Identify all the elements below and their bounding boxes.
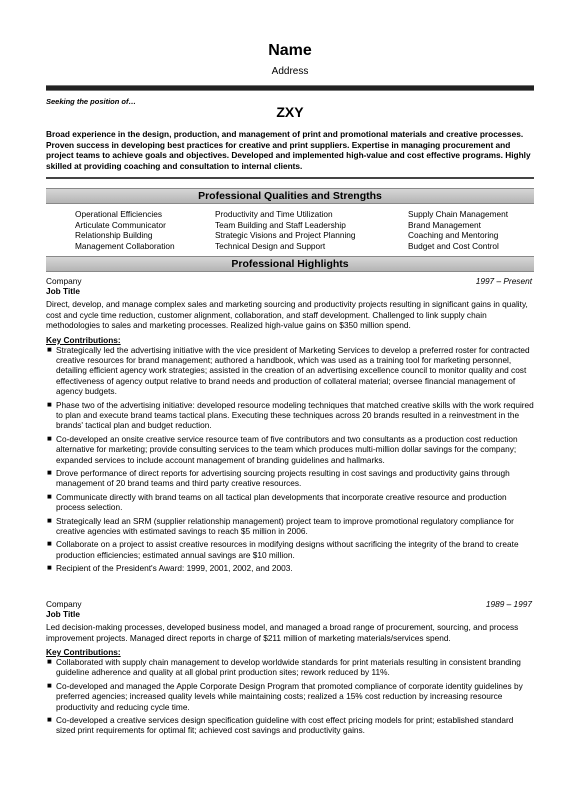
list-item — [46, 657, 534, 678]
job-description: Led decision-making processes, developed business model, and managed a broad range of procurement, sourcing, and process improvement projects. Managed direct reports in charge of $211 million of marketing materials/services spend. — [46, 622, 519, 643]
bullet-icon: ■ — [47, 680, 52, 690]
list-item — [46, 681, 534, 712]
highlights-heading: Professional Highlights — [46, 256, 534, 272]
job-company: Company — [46, 599, 82, 609]
candidate-address: Address — [271, 66, 309, 77]
bullet-icon: ■ — [47, 491, 52, 501]
header-divider — [46, 85, 534, 91]
qualities-heading: Professional Qualities and Strengths — [46, 188, 534, 204]
bullet-icon: ■ — [47, 467, 52, 477]
job-dates: 1997 – Present — [475, 276, 532, 286]
job-entry — [46, 599, 534, 739]
job-title: Job Title — [46, 286, 80, 296]
job-description: Direct, develop, and manage complex sales and marketing sourcing and productivity projects resulting in significant gains in quality, cost and cycle time reduction, customer alignment, collaboration, and staff development. Challenged to link supply chain methodologies to sales and marketing processes. Realized high-value gains on $350 million spend. — [46, 299, 528, 330]
list-item — [46, 400, 534, 431]
contributions-list — [46, 657, 534, 736]
bullet-icon: ■ — [47, 715, 52, 725]
list-item — [46, 345, 534, 397]
job-company: Company — [46, 276, 82, 286]
list-item — [46, 516, 534, 537]
contribution-text: Drove performance of direct reports for advertising sourcing projects resulting in cost savings and productivity gains through management of 20 brand teams and third party creative resources. — [56, 467, 510, 489]
bullet-icon: ■ — [47, 657, 52, 666]
quality-item: Productivity and Time Utilization — [215, 209, 333, 219]
quality-item: Team Building and Staff Leadership — [215, 219, 346, 230]
key-contributions-label: Key Contributions: — [46, 334, 121, 345]
contributions-list — [46, 345, 534, 574]
contribution-text: Co-developed a creative services design specification guideline with cost effect pricing models for print; established standard sized print requirements for optimal fit; achieved cost savings and productivity gains. — [56, 715, 514, 736]
summary-divider — [46, 177, 534, 179]
list-item — [46, 492, 534, 513]
quality-item: Strategic Visions and Project Planning — [215, 230, 356, 240]
contribution-text: Phase two of the advertising initiative: developed resource modeling techniques that matched creative skills with the work required to plan and execute brand teams tactical plans. Executing these techniques across 20 brands resulted in a reinvestment in the brands' tactical plan and budget reduction. — [56, 399, 534, 431]
bullet-icon: ■ — [47, 563, 52, 573]
quality-item: Technical Design and Support — [215, 240, 326, 251]
quality-item: Budget and Cost Control — [408, 240, 499, 251]
quality-item: Management Collaboration — [75, 240, 175, 251]
job-entry — [46, 276, 534, 577]
profile-summary: Broad experience in the design, production, and management of print and promotional materials and creative processes. Proven success in developing best practices for creative and print suppliers. Expertise in managing procurement and project teams to achieve goals and objectives. Developed and implemented high-value and cost effective programs. Highly skilled at providing coaching and consultation to internal clients. — [46, 129, 531, 172]
contribution-text: Communicate directly with brand teams on all tactical plan developments that incorporate creative resource and production process selection. — [56, 491, 507, 513]
list-item — [46, 715, 534, 736]
job-title: Job Title — [46, 609, 80, 619]
contribution-text: Co-developed an onsite creative service resource team of five contributors and two consultants as a production cost reduction alternative for marketing; provide consulting services to the team which produces multi-million dollar savings for the company; expanded services to include account management of branding guidelines and hallmarks. — [56, 433, 518, 465]
bullet-icon: ■ — [47, 433, 52, 443]
list-item — [46, 434, 534, 465]
quality-item: Articulate Communicator — [75, 219, 166, 230]
contribution-text: Co-developed and managed the Apple Corporate Design Program that promoted compliance of corporate identity guidelines by preferred agencies; increased quality levels while maintaining costs; realized a 15% cost reduction by increasing resource productivity and reducing cycle time. — [56, 680, 523, 712]
list-item — [46, 468, 534, 489]
contribution-text: Strategically lead an SRM (supplier relationship management) project team to improve promotional regulatory compliance for creative agencies with estimated savings to reach $5 million in 2006. — [56, 515, 514, 536]
quality-item: Relationship Building — [75, 230, 153, 240]
quality-item: Supply Chain Management — [408, 209, 509, 219]
seeking-label: Seeking the position of… — [46, 97, 137, 106]
qualities-list — [75, 209, 545, 251]
contribution-text: Collaborated with supply chain management to develop worldwide standards for print materials resulting in consistent branding guideline adherence and quality at all global print production sites; rework reduced by 11%. — [56, 657, 521, 678]
bullet-icon: ■ — [47, 515, 52, 525]
contribution-text: Collaborate on a project to assist creative resources in modifying designs without sacrificing the integrity of the brand to create production efficiencies; estimated annual savings are $10 million. — [56, 539, 519, 560]
candidate-name: Name — [268, 42, 312, 59]
list-item — [46, 539, 534, 560]
bullet-icon: ■ — [47, 539, 52, 549]
bullet-icon: ■ — [47, 344, 52, 354]
bullet-icon: ■ — [47, 399, 52, 409]
quality-item: Coaching and Mentoring — [408, 230, 499, 240]
quality-item: Brand Management — [408, 219, 481, 230]
contribution-text: Strategically led the advertising initiative with the vice president of Marketing Services to develop a preferred roster for contracted creative resources for brand management; authored a handbook, which was used as a training tool for marketing personnel, detailing efficient agency work strategies; assisted in the creation of an advertising excellence council to monitor quality and cost effectiveness of agency output relative to brand needs and production of collateral material; oversee financial management of agency budgets. — [56, 344, 530, 397]
target-position: ZXY — [276, 104, 304, 120]
job-dates: 1989 – 1997 — [485, 599, 532, 609]
key-contributions-label: Key Contributions: — [46, 647, 121, 657]
contribution-text: Recipient of the President's Award: 1999, 2001, 2002, and 2003. — [56, 563, 293, 574]
list-item — [46, 563, 534, 573]
quality-item: Operational Efficiencies — [75, 209, 163, 219]
